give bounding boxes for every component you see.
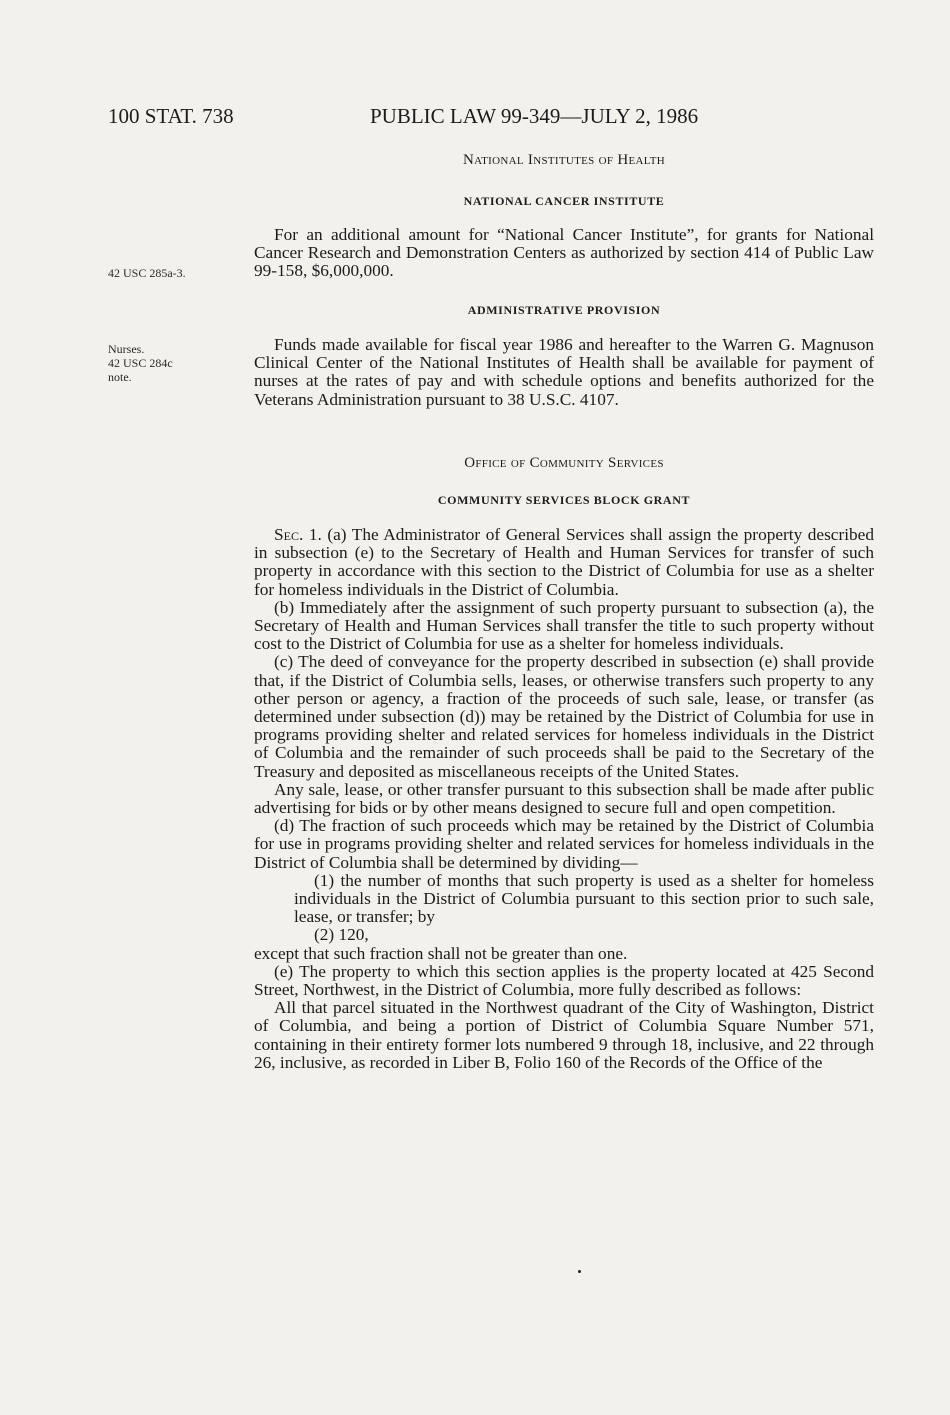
print-mark — [578, 1270, 581, 1273]
running-header-title: PUBLIC LAW 99-349—JULY 2, 1986 — [370, 104, 699, 128]
nci-paragraph-block — [254, 226, 874, 281]
margin-note-usc-284c: 42 USC 284c — [108, 356, 173, 370]
statute-page-number: 100 STAT. 738 — [108, 104, 234, 128]
sec-label: Sec. — [274, 525, 304, 544]
sec1a-paragraph — [254, 526, 874, 599]
sec1d-paragraph: (d) The fraction of such proceeds which may be retained by the District of Columbia for use in programs providing shelter and related services for homeless individuals in the District of Columbia shall be determined by dividing— — [254, 816, 874, 872]
agency-heading: National Institutes of Health — [462, 152, 666, 168]
margin-note-nurses-label: Nurses. — [108, 342, 145, 356]
csbg-heading: COMMUNITY SERVICES BLOCK GRANT — [437, 493, 691, 507]
sec1d-item-2: (2) 120, — [314, 925, 369, 945]
nci-paragraph: For an additional amount for “National Cancer Institute”, for grants for National Cancer Research and Demonstration Centers as authorized by section 414 of Public Law 99-158, $6,000,000. — [254, 225, 874, 281]
sec1c-paragraph: (c) The deed of conveyance for the property described in subsection (e) shall provide that, if the District of Columbia sells, leases, or otherwise transfers such property to any other person or agency, a fraction of the proceeds of such sale, lease, or transfer (as determined under subsection (d)) may be retained by the District of Columbia for use in programs providing shelter and related services for homeless individuals in the District of Columbia and the remainder of such proceeds shall be paid to the Secretary of the Treasury and deposited as miscellaneous receipts of the United States. — [254, 652, 874, 781]
admin-provision-heading: ADMINISTRATIVE PROVISION — [467, 303, 661, 317]
section-1-body — [254, 526, 874, 1072]
nci-heading: NATIONAL CANCER INSTITUTE — [463, 194, 665, 208]
ocs-heading: Office of Community Services — [464, 455, 664, 471]
margin-note-nurses — [108, 342, 173, 384]
margin-note-note: note. — [108, 370, 132, 384]
admin-paragraph-block — [254, 336, 874, 409]
sec1d-item-1: (1) the number of months that such property is used as a shelter for homeless individuals in the District of Columbia pursuant to this section prior to such sale, lease, or transfer; by — [294, 870, 874, 927]
sec1b-paragraph: (b) Immediately after the assignment of such property pursuant to subsection (a), the Secretary of Health and Human Services shall transfer the title to such property without cost to the District of Columbia for use as a shelter for homeless individuals. — [254, 597, 874, 654]
sec1e-parcel-paragraph: All that parcel situated in the Northwest quadrant of the City of Washington, District of Columbia, and being a portion of District of Columbia Square Number 571, containing in their entirety former lots numbered 9 through 18, inclusive, and 22 through 26, inclusive, as recorded in Liber B, Folio 160 of the Records of the Office of the — [254, 998, 874, 1072]
admin-paragraph: Funds made available for fiscal year 1986 and hereafter to the Warren G. Magnuson Clinical Center of the National Institutes of Health shall be available for payment of nurses at the rates of pay and with schedule options and benefits authorized for the Veterans Administration pursuant to 38 U.S.C. 4107. — [254, 335, 874, 409]
sec1c-any-paragraph: Any sale, lease, or other transfer pursuant to this subsection shall be made after public advertising for bids or by other means designed to secure full and open competition. — [254, 779, 874, 818]
sec1d-except: except that such fraction shall not be greater than one. — [254, 943, 628, 963]
sec1a-text: 1. (a) The Administrator of General Services shall assign the property described in subsection (e) to the Secretary of Health and Human Services for transfer of such property in accordance with this section to the District of Columbia for use as a shelter for homeless individuals in the District of Columbia. — [254, 525, 874, 599]
margin-note-usc-285a3: 42 USC 285a-3. — [108, 266, 186, 280]
sec1e-paragraph: (e) The property to which this section applies is the property located at 425 Second Street, Northwest, in the District of Columbia, more fully described as follows: — [254, 961, 874, 1000]
